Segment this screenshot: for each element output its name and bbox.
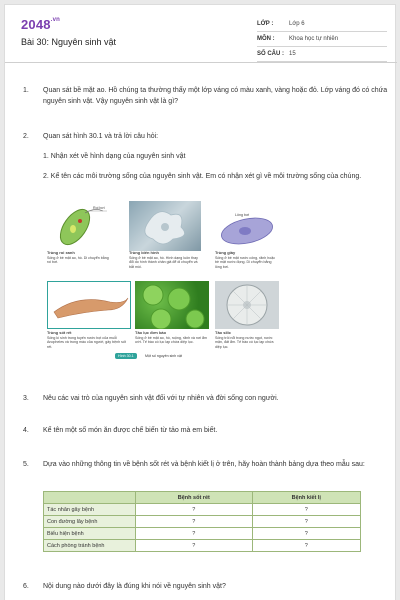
figure-badge: Hình 30.1 [115, 353, 137, 359]
figure-caption: Một số nguyên sinh vật [145, 354, 182, 358]
plasmodium-image [47, 281, 131, 329]
q2-sub-1: 1. Nhận xét về hình dạng của nguyên sinh vật [43, 153, 186, 160]
cilia-label: Lông bơi [235, 213, 250, 217]
table-row [44, 516, 361, 528]
caption-title: Tảo silic [215, 330, 232, 335]
caption-chlorella [135, 331, 209, 345]
question-text: Nội dung nào dưới đây là đúng khi nói về nguyên sinh vật? [43, 583, 226, 590]
table-cell: ? [252, 528, 360, 540]
table-header: Bệnh kiết lị [252, 492, 360, 504]
caption-title: Tảo lục đơn bào [135, 330, 167, 335]
table-cell: Biểu hiện bệnh [44, 528, 136, 540]
document-page [4, 4, 396, 600]
caption-title: Trùng roi xanh [47, 250, 75, 255]
chlorella-image [135, 281, 209, 329]
diatom-image [215, 281, 279, 329]
question-number: 6. [23, 583, 29, 590]
question-text: Nêu các vai trò của nguyên sinh vật đối với tự nhiên và đời sống con người. [43, 395, 279, 402]
table-cell: ? [136, 516, 253, 528]
meta-value: 15 [289, 51, 296, 57]
table-cell: Con đường lây bệnh [44, 516, 136, 528]
document-header [5, 5, 397, 63]
euglena-image [47, 201, 111, 251]
paramecium-image [215, 201, 279, 251]
meta-row-count [257, 47, 387, 62]
question-text: Quan sát hình 30.1 và trả lời câu hỏi: [43, 133, 159, 140]
caption-diatom [215, 331, 279, 349]
caption-plasmodium [47, 331, 131, 349]
table-header: Bệnh sốt rét [136, 492, 253, 504]
meta-key: SỐ CÂU : [257, 51, 284, 57]
figure-30-1 [45, 201, 281, 361]
caption-euglena [47, 251, 111, 265]
table-cell: ? [136, 528, 253, 540]
question-number: 3. [23, 395, 29, 402]
logo-suffix: .vn [50, 17, 61, 23]
caption-body: Sống ở bề mặt ao, hồ, ruộng, rãnh và nơi ẩm ướt. Tế bào có lục lạp chứa diệp lục. [135, 335, 208, 344]
question-number: 4. [23, 427, 29, 434]
amoeba-image [129, 201, 201, 251]
caption-body: Sống ở bề mặt ao, hồ. Di chuyển bằng roi bơi. [47, 255, 109, 264]
question-text: Quan sát bề mặt ao. Hồ chúng ta thường thấy một lớp váng có màu xanh, vàng hoặc đỏ. Lớp váng đó có chứa nguyên sinh vật. Vậy nguyên sinh vật là gì? [43, 87, 388, 105]
table-header [44, 492, 136, 504]
meta-value: Khoa học tự nhiên [289, 36, 339, 42]
table-cell: Cách phòng tránh bệnh [44, 540, 136, 552]
caption-body: Sống kí sinh trong tuyến nước bọt của muỗi Anopheles và trong máu của người, gây bệnh sốt rét. [47, 335, 126, 349]
question-text: Dựa vào những thông tin về bệnh sốt rét và bệnh kiết lị ở trên, hãy hoàn thành bảng dựa theo mẫu sau: [43, 461, 365, 468]
table-header-row [44, 492, 361, 504]
table-row [44, 540, 361, 552]
meta-key: MÔN : [257, 36, 275, 42]
lesson-title: Bài 30: Nguyên sinh vật [21, 37, 117, 47]
logo-text: 2048 [21, 17, 51, 32]
caption-amoeba [129, 251, 201, 269]
table-cell: ? [252, 540, 360, 552]
caption-body: Sống trôi nổi trong nước ngọt, nước mặn, đất ẩm. Tế bào có lục lạp chứa diệp lục. [215, 335, 274, 349]
caption-title: Trùng giày [215, 250, 236, 255]
caption-title: Trùng sốt rét [47, 330, 72, 335]
meta-box [257, 17, 387, 62]
caption-body: Sống ở bề mặt ao, hồ. Hình dạng luôn thay đổi do hình thành chân giả để di chuyển và bắt mồi. [129, 255, 198, 269]
table-row [44, 504, 361, 516]
table-cell: ? [136, 504, 253, 516]
table-cell: ? [252, 504, 360, 516]
question-number: 5. [23, 461, 29, 468]
table-row [44, 528, 361, 540]
meta-row-subject [257, 32, 387, 47]
meta-row-grade [257, 17, 387, 32]
disease-table [43, 491, 361, 552]
question-number: 2. [23, 133, 29, 140]
flagellum-label: Roi bơi [93, 206, 105, 210]
question-number: 1. [23, 87, 29, 94]
table-cell: ? [252, 516, 360, 528]
q2-sub-2: 2. Kể tên các môi trường sống của nguyên sinh vật. Em có nhận xét gì về môi trường sống của chúng. [43, 173, 362, 180]
meta-value: Lớp 6 [289, 21, 305, 27]
site-logo[interactable] [21, 17, 60, 32]
caption-body: Sống ở bề mặt nước cống, rãnh hoặc bề mặt nước đọng. Di chuyển bằng lông bơi. [215, 255, 276, 269]
table-cell: ? [136, 540, 253, 552]
caption-paramecium [215, 251, 279, 269]
table-cell: Tác nhân gây bệnh [44, 504, 136, 516]
question-text: Kể tên một số món ăn được chế biến từ tảo mà em biết. [43, 427, 218, 434]
caption-title: Trùng biến hình [129, 250, 159, 255]
meta-key: LỚP : [257, 21, 274, 27]
